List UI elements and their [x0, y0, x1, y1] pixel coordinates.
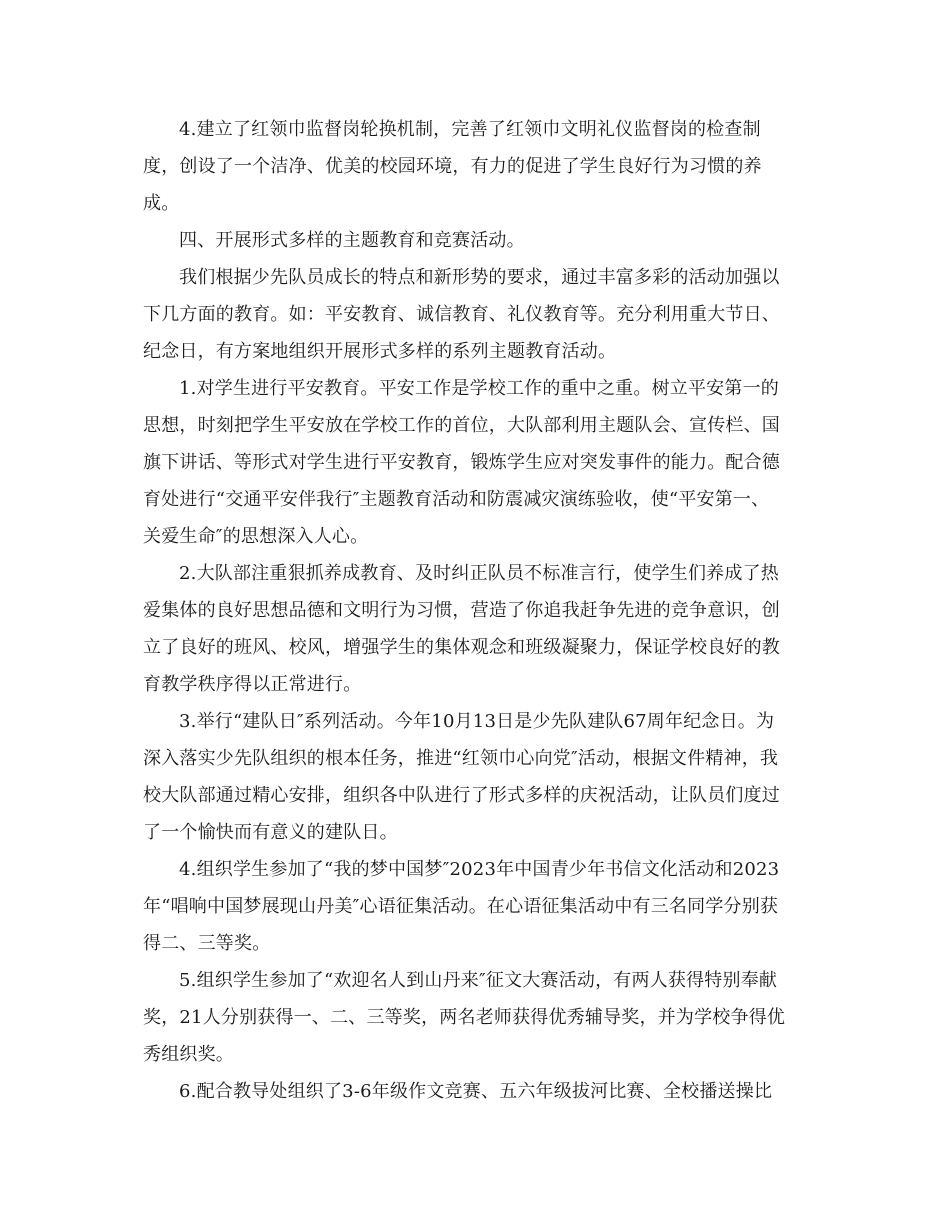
item-3-line-3: 校大队部通过精心安排，组织各中队进行了形式多样的庆祝活动，让队员们度过	[143, 785, 780, 806]
intro-line-3: 纪念日，有方案地组织开展形式多样的系列主题教育活动。	[143, 341, 617, 362]
item-5-line-1: 5.组织学生参加了“欢迎名人到山丹来″征文大赛活动，有两人获得特别奉献	[179, 970, 778, 991]
item-2-line-1: 2.大队部注重狠抓养成教育、及时纠正队员不标准言行，使学生们养成了热	[179, 563, 779, 584]
item-4-line-1: 4.组织学生参加了“我的梦中国梦″2023年中国青少年书信文化活动和2023	[179, 859, 780, 880]
intro-line-2: 下几方面的教育。如：平安教育、诚信教育、礼仪教育等。充分利用重大节日、	[143, 304, 780, 325]
item-4-line-2: 年“唱响中国梦展现山丹美″心语征集活动。在心语征集活动中有三名同学分别获	[143, 896, 779, 917]
paragraph-4-line-1: 4.建立了红领巾监督岗轮换机制，完善了红领巾文明礼仪监督岗的检查制	[179, 119, 761, 140]
item-4-line-3: 得二、三等奖。	[143, 933, 271, 954]
item-1-line-3: 旗下讲话、等形式对学生进行平安教育，锻炼学生应对突发事件的能力。配合德	[143, 452, 780, 473]
paragraph-4-line-3: 成。	[143, 193, 180, 214]
section-heading-4: 四、开展形式多样的主题教育和竞赛活动。	[179, 230, 525, 251]
item-1-line-4: 育处进行“交通平安伴我行″主题教育活动和防震减灾演练验收，使“平安第一、	[143, 489, 770, 510]
item-5-line-2: 奖，21人分别获得一、二、三等奖，两名老师获得优秀辅导奖，并为学校争得优	[143, 1007, 786, 1028]
item-3-line-4: 了一个愉快而有意义的建队日。	[143, 822, 398, 843]
item-1-line-5: 关爱生命″的思想深入人心。	[143, 526, 369, 547]
item-3-line-1: 3.举行“建队日″系列活动。今年10月13日是少先队建队67周年纪念日。为	[179, 711, 775, 732]
item-6-line-1: 6.配合教导处组织了3-6年级作文竞赛、五六年级拔河比赛、全校播送操比	[179, 1081, 773, 1102]
paragraph-4-line-2: 度，创设了一个洁净、优美的校园环境，有力的促进了学生良好行为习惯的养	[143, 156, 762, 177]
item-3-line-2: 深入落实少先队组织的根本任务，推进“红领巾心向党″活动，根据文件精神，我	[143, 748, 779, 769]
item-5-line-3: 秀组织奖。	[143, 1044, 234, 1065]
item-1-line-1: 1.对学生进行平安教育。平安工作是学校工作的重中之重。树立平安第一的	[179, 378, 779, 399]
intro-line-1: 我们根据少先队员成长的特点和新形势的要求，通过丰富多彩的活动加强以	[179, 267, 780, 288]
item-2-line-3: 立了良好的班风、校风，增强学生的集体观念和班级凝聚力，保证学校良好的教	[143, 637, 780, 658]
item-2-line-4: 育教学秩序得以正常进行。	[143, 674, 362, 695]
item-1-line-2: 思想，时刻把学生平安放在学校工作的首位，大队部利用主题队会、宣传栏、国	[143, 415, 780, 436]
item-2-line-2: 爱集体的良好思想品德和文明行为习惯，营造了你追我赶争先进的竞争意识，创	[143, 600, 780, 621]
